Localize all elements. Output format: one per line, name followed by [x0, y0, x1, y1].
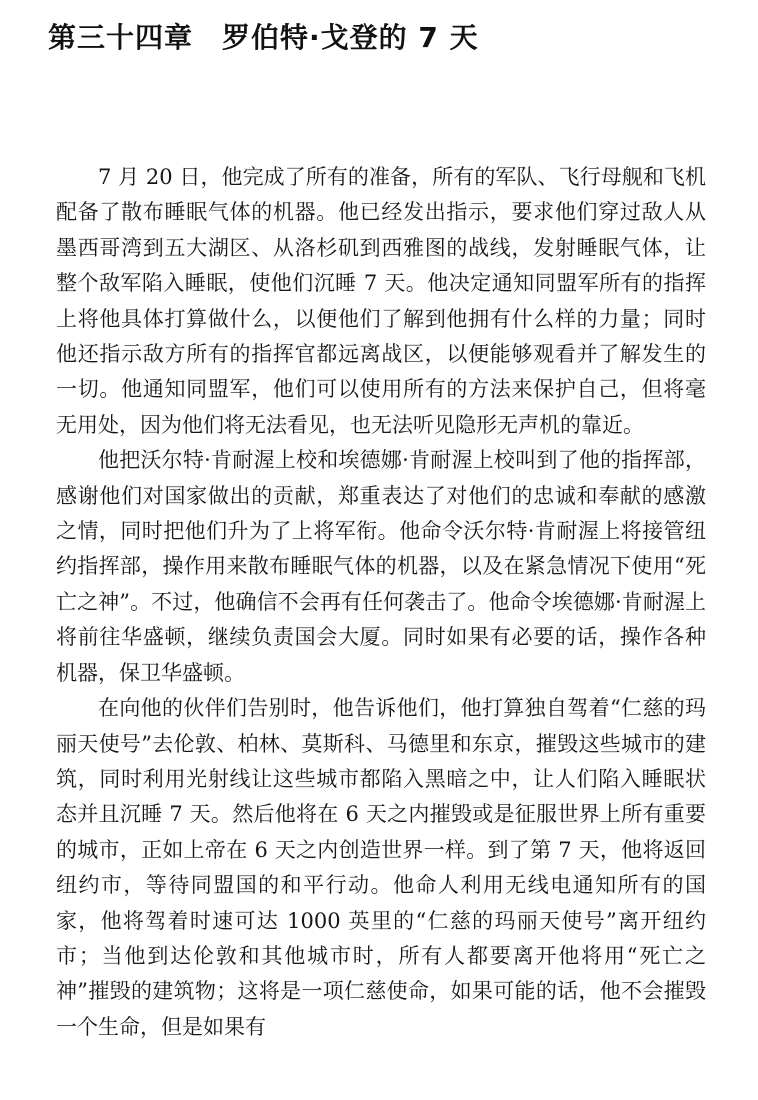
chapter-title: 第三十四章 罗伯特·戈登的 7 天 — [48, 21, 479, 54]
paragraph-3: 在向他的伙伴们告别时，他告诉他们，他打算独自驾着“仁慈的玛丽天使号”去伦敦、柏林、莫斯科、马德里和东京，摧毁这些城市的建筑，同时利用光射线让这些城市都陷入黑暗之中，让人们陷入睡眠状态并且沉睡 7 天。然后他将在 6 天之内摧毁或是征服世界上所有重要的城市，正如上帝在 6 天之内创造世界一样。到了第 7 天，他将返回纽约市，等待同盟国的和平行动。他命人利用无线电通知所有的国家，他将驾着时速可达 1000 英里的“仁慈的玛丽天使号”离开纽约市；当他到达伦敦和其他城市时，所有人都要离开他将用“死亡之神”摧毁的建筑物；这将是一项仁慈使命，如果可能的话，他不会摧毁一个生命，但是如果有 — [56, 696, 706, 1039]
paragraph-2: 他把沃尔特·肯耐渥上校和埃德娜·肯耐渥上校叫到了他的指挥部，感谢他们对国家做出的贡献，郑重表达了对他们的忠诚和奉献的感激之情，同时把他们升为了上将军衔。他命令沃尔特·肯耐渥上将接管纽约指挥部，操作用来散布睡眠气体的机器，以及在紧急情况下使用“死亡之神”。不过，他确信不会再有任何袭击了。他命令埃德娜·肯耐渥上将前往华盛顿，继续负责国会大厦。同时如果有必要的话，操作各种机器，保卫华盛顿。 — [56, 448, 706, 685]
paragraph-1: 7 月 20 日，他完成了所有的准备，所有的军队、飞行母舰和飞机配备了散布睡眠气体的机器。他已经发出指示，要求他们穿过敌人从墨西哥湾到五大湖区、从洛杉矶到西雅图的战线，发射睡眠气体，让整个敌军陷入睡眠，使他们沉睡 7 天。他决定通知同盟军所有的指挥上将他具体打算做什么，以便他们了解到他拥有什么样的力量；同时他还指示敌方所有的指挥官都远离战区，以便能够观看并了解发生的一切。他通知同盟军，他们可以使用所有的方法来保护自己，但将毫无用处，因为他们将无法看见，也无法听见隐形无声机的靠近。 — [56, 165, 706, 437]
chapter-body — [56, 160, 706, 1045]
